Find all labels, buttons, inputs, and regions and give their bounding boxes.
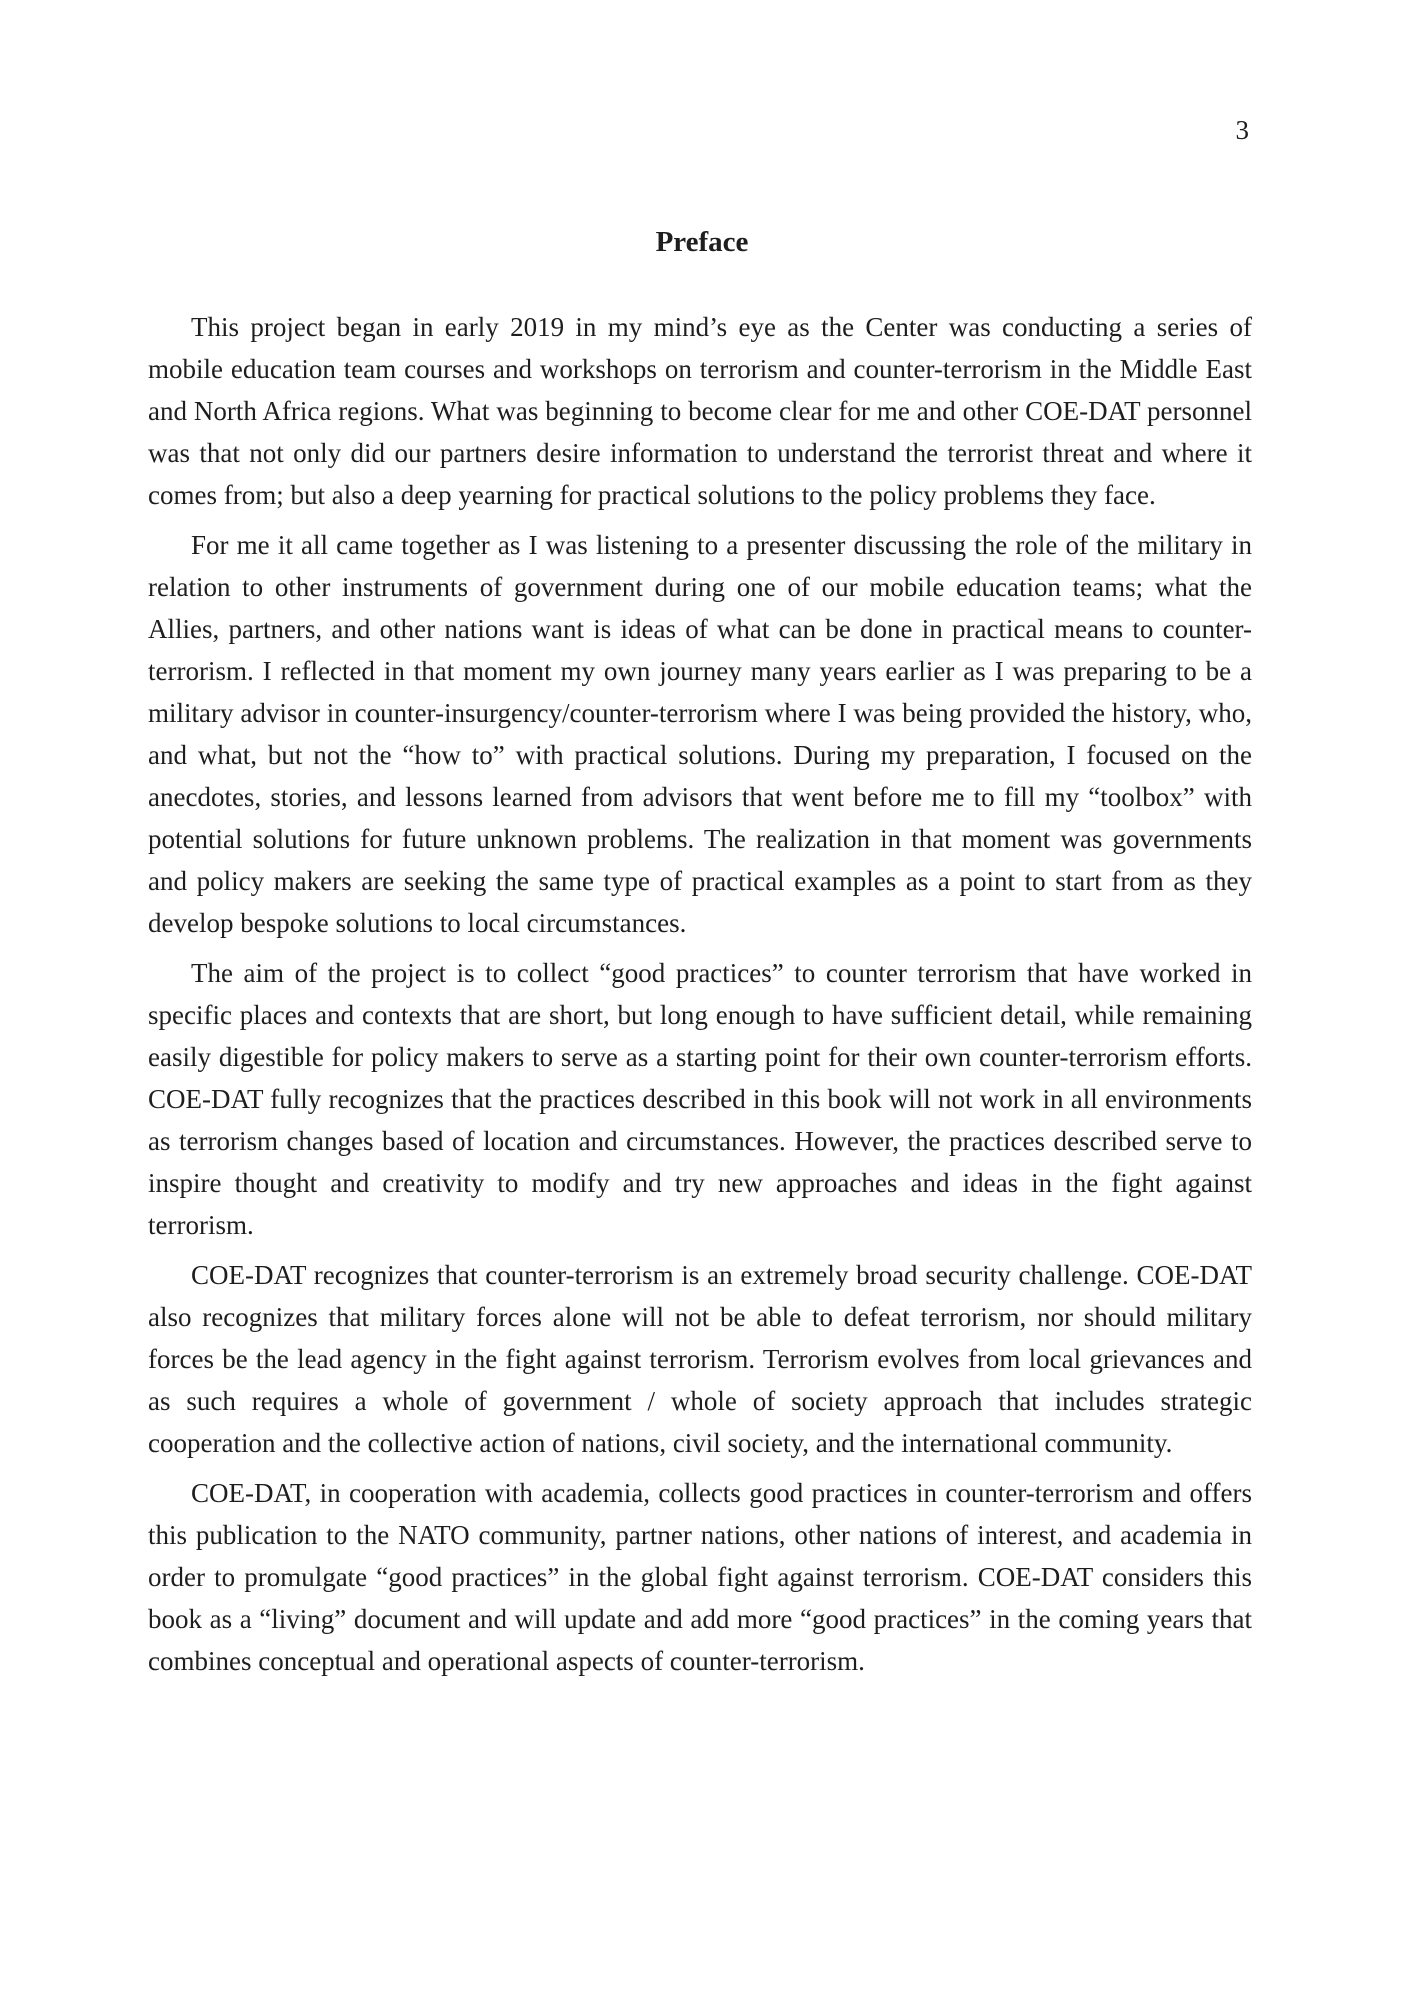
page-title: Preface [655, 226, 749, 258]
paragraph-2: For me it all came together as I was listening to a presenter discussing the role of the military in relation to other instruments of government during one of our mobile education teams; what the Allies, partners, and other nations want is ideas of what can be done in practical means to counter-terrorism. I reflected in that moment my own journey many years earlier as I was preparing to be a military advisor in counter-insurgency/counter-terrorism where I was being provided the history, who, and what, but not the “how to” with practical solutions. During my preparation, I focused on the anecdotes, stories, and lessons learned from advisors that went before me to fill my “toolbox” with potential solutions for future unknown problems. The realization in that moment was governments and policy makers are seeking the same type of practical examples as a point to start from as they develop bespoke solutions to local circumstances. [148, 530, 1252, 938]
paragraph-1: This project began in early 2019 in my mind’s eye as the Center was conducting a series of mobile education team courses and workshops on terrorism and counter-terrorism in the Middle East and North Africa regions. What was beginning to become clear for me and other COE-DAT personnel was that not only did our partners desire information to understand the terrorist threat and where it comes from; but also a deep yearning for practical solutions to the policy problems they face. [148, 312, 1252, 510]
paragraph-4: COE-DAT recognizes that counter-terrorism is an extremely broad security challenge. COE-DAT also recognizes that military forces alone will not be able to defeat terrorism, nor should military forces be the lead agency in the fight against terrorism. Terrorism evolves from local grievances and as such requires a whole of government / whole of society approach that includes strategic cooperation and the collective action of nations, civil society, and the international community. [148, 1260, 1252, 1458]
paragraph-3: The aim of the project is to collect “good practices” to counter terrorism that have worked in specific places and contexts that are short, but long enough to have sufficient detail, while remaining easily digestible for policy makers to serve as a starting point for their own counter-terrorism efforts. COE-DAT fully recognizes that the practices described in this book will not work in all environments as terrorism changes based of location and circumstances. However, the practices described serve to inspire thought and creativity to modify and try new approaches and ideas in the fight against terrorism. [148, 958, 1252, 1240]
paragraph-5: COE-DAT, in cooperation with academia, collects good practices in counter-terrorism and offers this publication to the NATO community, partner nations, other nations of interest, and academia in order to promulgate “good practices” in the global fight against terrorism. COE-DAT considers this book as a “living” document and will update and add more “good practices” in the coming years that combines conceptual and operational aspects of counter-terrorism. [148, 1478, 1252, 1676]
body-text [148, 306, 1252, 1690]
page-number: 3 [1235, 115, 1249, 145]
